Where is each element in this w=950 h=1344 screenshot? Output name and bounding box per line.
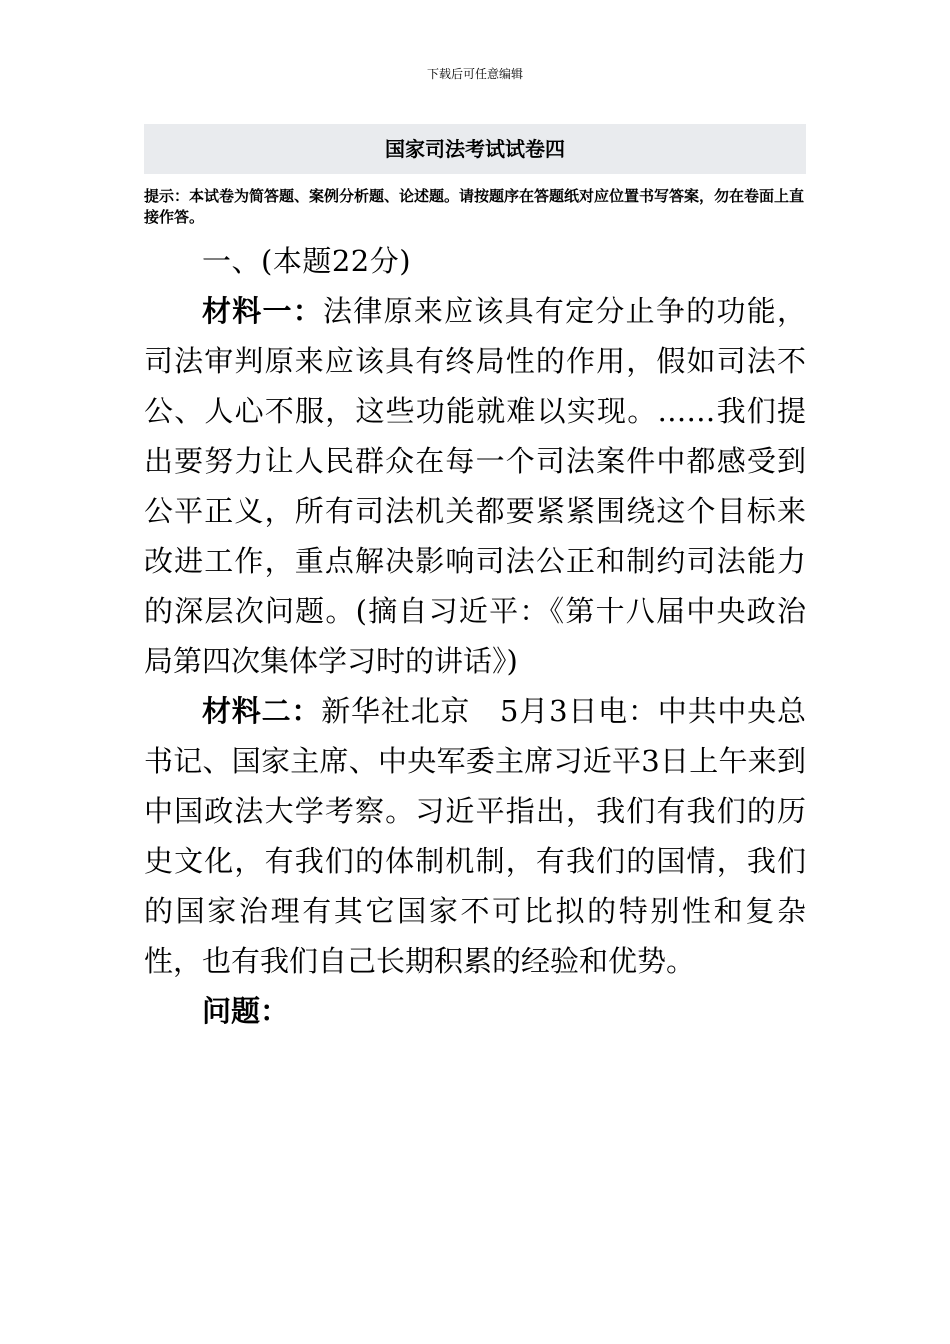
material-two-text: 新华社北京 5月3日电：中共中央总书记、国家主席、中央军委主席习近平3日上午来到中国政法大学考察。习近平指出，我们有我们的历史文化，有我们的体制机制，有我们的国情，我们的国家治理有其它国家不可比拟的特别性和复杂性，也有我们自己长期积累的经验和优势。 xyxy=(144,694,806,978)
exam-title: 国家司法考试试卷四 xyxy=(385,137,565,161)
instructions-tip: 提示：本试卷为简答题、案例分析题、论述题。请按题序在答题纸对应位置书写答案，勿在卷面上直接作答。 xyxy=(144,187,805,226)
material-two-label: 材料二： xyxy=(202,694,322,728)
question-paragraph xyxy=(144,986,806,1036)
material-two-paragraph xyxy=(144,686,806,986)
question-label: 问题： xyxy=(202,994,290,1028)
material-one-text: 法律原来应该具有定分止争的功能，司法审判原来应该具有终局性的作用，假如司法不公、人心不服，这些功能就难以实现。……我们提出要努力让人民群众在每一个司法案件中都感受到公平正义，所有司法机关都要紧紧围绕这个目标来改进工作，重点解决影响司法公正和制约司法能力的深层次问题。(摘自习近平：《第十八届中央政治局第四次集体学习时的讲话》) xyxy=(144,294,806,678)
document-content xyxy=(144,236,806,1036)
material-one-paragraph xyxy=(144,286,806,686)
material-one-label: 材料一： xyxy=(202,294,324,328)
exam-title-bar xyxy=(144,124,806,174)
header-note: 下载后可任意编辑 xyxy=(426,67,523,81)
section-heading: 一、(本题22分) xyxy=(202,244,412,278)
